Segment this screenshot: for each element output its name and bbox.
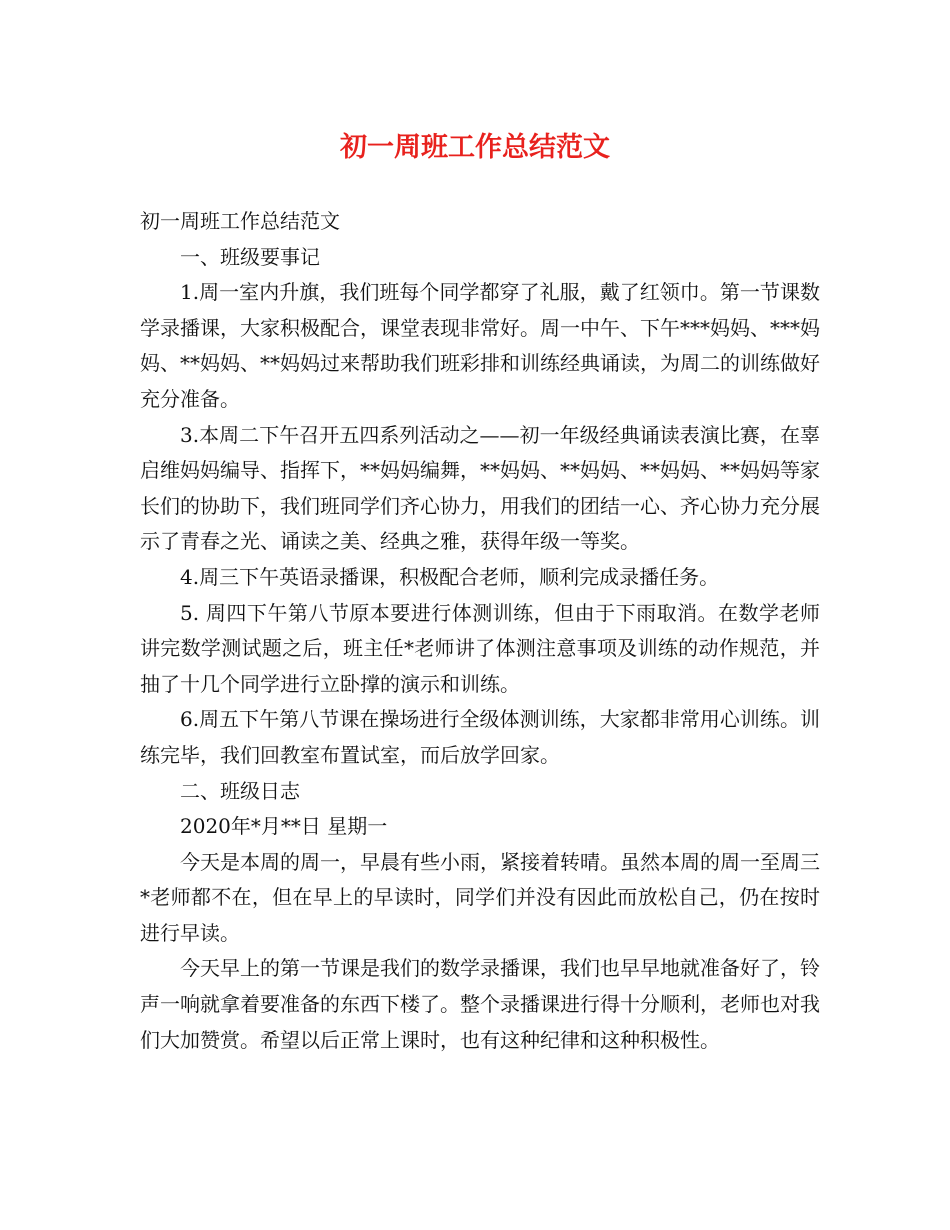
section-heading-events: 一、班级要事记 bbox=[180, 244, 320, 269]
paragraph-item-4: 4.周三下午英语录播课，积极配合老师，顺利完成录播任务。 bbox=[180, 564, 720, 589]
log-date: 2020年*月**日 星期一 bbox=[180, 814, 388, 839]
section-heading-log: 二、班级日志 bbox=[180, 778, 300, 803]
body-heading: 初一周班工作总结范文 bbox=[140, 209, 340, 233]
paragraph-item-5: 5. 周四下午第八节原本要进行体测训练，但由于下雨取消。在数学老师讲完数学测试题之后，班主任*老师讲了体测注意事项及训练的动作规范，并抽了十几个同学进行立卧撑的演示和训练。 bbox=[140, 600, 820, 696]
paragraph-item-6: 6.周五下午第八节课在操场进行全级体测训练，大家都非常用心训练。训练完毕，我们回教室布置试室，而后放学回家。 bbox=[140, 707, 820, 767]
log-paragraph-1: 今天是本周的周一，早晨有些小雨，紧接着转晴。虽然本周的周一至周三*老师都不在，但在早上的早读时，同学们并没有因此而放松自己，仍在按时进行早读。 bbox=[140, 849, 820, 945]
paragraph-item-3: 3.本周二下午召开五四系列活动之——初一年级经典诵读表演比赛，在辜启维妈妈编导、指挥下，**妈妈编舞，**妈妈、**妈妈、**妈妈、**妈妈等家长们的协助下，我们班同学们齐心协力，用我们的团结一心、齐心协力充分展示了青春之光、诵读之美、经典之雅，获得年级一等奖。 bbox=[140, 422, 820, 554]
document-title: 初一周班工作总结范文 bbox=[340, 132, 610, 163]
document-body bbox=[140, 204, 820, 1058]
paragraph-item-1: 1.周一室内升旗，我们班每个同学都穿了礼服，戴了红领巾。第一节课数学录播课，大家积极配合，课堂表现非常好。周一中午、下午***妈妈、***妈妈、**妈妈、**妈妈过来帮助我们班彩排和训练经典诵读，为周二的训练做好充分准备。 bbox=[140, 280, 820, 411]
log-paragraph-2: 今天早上的第一节课是我们的数学录播课，我们也早早地就准备好了，铃声一响就拿着要准备的东西下楼了。整个录播课进行得十分顺利，老师也对我们大加赞赏。希望以后正常上课时，也有这种纪律和这种积极性。 bbox=[140, 956, 820, 1052]
